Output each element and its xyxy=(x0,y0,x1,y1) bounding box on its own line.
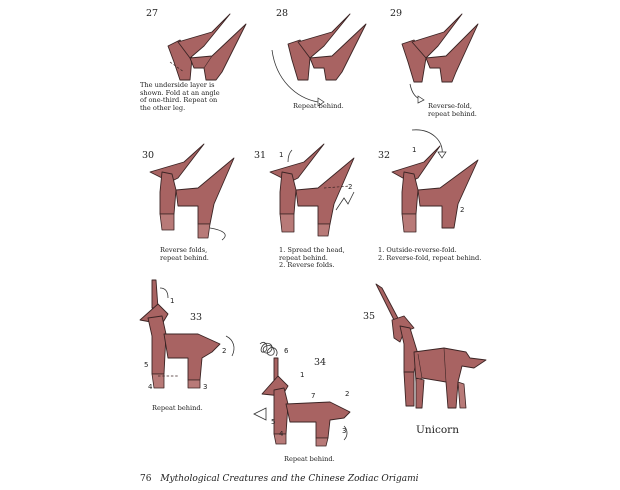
callout-34-2: 2 xyxy=(345,390,350,398)
callout-34-6: 6 xyxy=(284,347,289,355)
callout-33-2: 2 xyxy=(222,347,227,355)
callout-34-7: 7 xyxy=(311,392,316,400)
diagram-step-28 xyxy=(266,10,376,110)
step-caption-28: Repeat behind. xyxy=(293,102,344,110)
diagram-step-29 xyxy=(392,10,492,110)
callout-31-2: 2 xyxy=(348,183,353,191)
diagram-step-33 xyxy=(138,276,238,396)
step-caption-34: Repeat behind. xyxy=(284,455,335,463)
step-caption-33: Repeat behind. xyxy=(152,404,203,412)
callout-31-1: 1 xyxy=(279,151,284,159)
step-number-34: 34 xyxy=(314,357,327,368)
callout-34-1: 1 xyxy=(300,371,305,379)
step-number-32: 32 xyxy=(378,150,391,161)
step-caption-31: 1. Spread the head, repeat behind. 2. Reverse folds. xyxy=(279,246,345,270)
callout-34-4: 4 xyxy=(279,430,284,438)
diagram-step-30 xyxy=(148,142,248,242)
page-footer xyxy=(140,474,419,484)
step-number-33: 33 xyxy=(190,312,203,323)
callout-34-5: 5 xyxy=(271,418,276,426)
step-number-29: 29 xyxy=(390,8,403,19)
page-number: 76 xyxy=(140,474,152,484)
diagram-step-34 xyxy=(252,334,368,454)
callout-33-1: 1 xyxy=(170,297,175,305)
step-caption-30: Reverse folds, repeat behind. xyxy=(160,246,209,262)
callout-32-1: 1 xyxy=(412,146,417,154)
callout-33-3: 3 xyxy=(203,383,208,391)
step-number-28: 28 xyxy=(276,8,289,19)
diagram-step-32 xyxy=(388,128,488,242)
callout-33-5: 5 xyxy=(144,361,149,369)
step-number-31: 31 xyxy=(254,150,267,161)
diagram-step-27 xyxy=(150,10,250,90)
step-number-35: 35 xyxy=(363,311,376,322)
step-number-27: 27 xyxy=(146,8,159,19)
step-caption-29: Reverse-fold, repeat behind. xyxy=(428,102,477,118)
finished-model-title: Unicorn xyxy=(416,424,459,436)
callout-33-4: 4 xyxy=(148,383,153,391)
callout-34-3: 3 xyxy=(342,427,347,435)
book-title: Mythological Creatures and the Chinese Zodiac Origami xyxy=(160,474,419,484)
diagram-step-35-unicorn xyxy=(374,282,490,412)
step-number-30: 30 xyxy=(142,150,155,161)
step-caption-32: 1. Outside-reverse-fold. 2. Reverse-fold, repeat behind. xyxy=(378,246,482,262)
callout-32-2: 2 xyxy=(460,206,465,214)
step-caption-27: The underside layer is shown. Fold at an angle of one-third. Repeat on the other leg. xyxy=(140,81,220,112)
